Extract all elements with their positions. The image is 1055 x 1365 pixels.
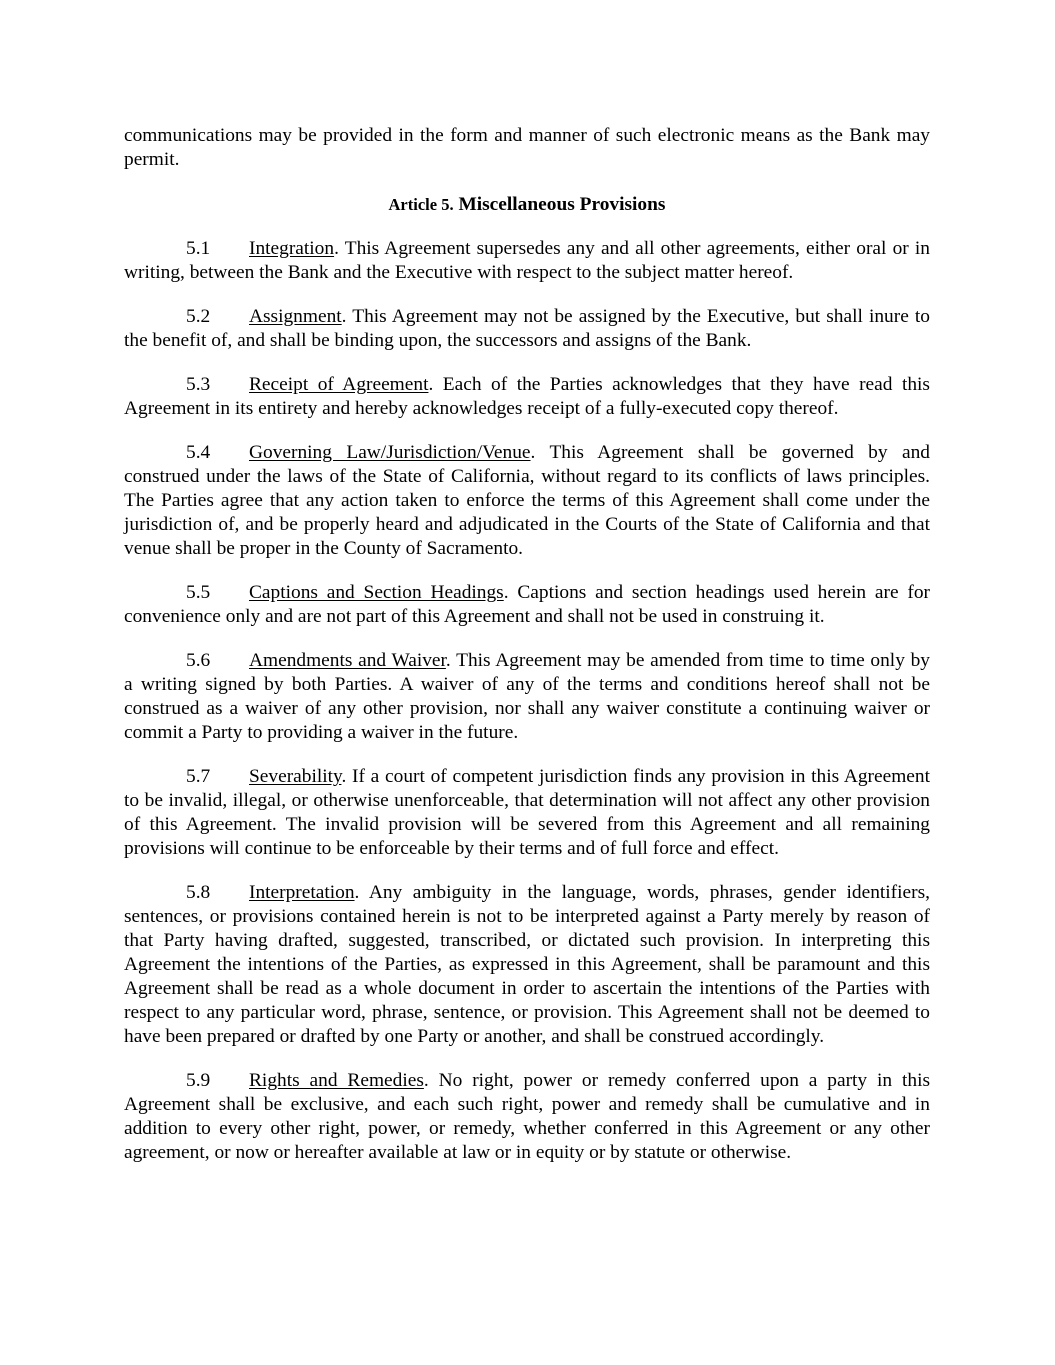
- section-number: 5.2: [186, 305, 211, 327]
- section-title: Integration: [249, 237, 335, 259]
- section-text: . This Agreement shall be governed by and construed under the laws of the State of California, without regard to its conflicts of laws principles. The Parties agree that any action taken to enforce the terms of this Agreement shall come under the jurisdiction of, and be properly heard and adjudicated in the Courts of the State of California and that venue shall be proper in the County of Sacramento.: [124, 442, 930, 559]
- section-title: Amendments and Waiver: [249, 650, 446, 672]
- section-number: 5.9: [186, 1070, 211, 1092]
- section-text: . Each of the Parties acknowledges that they have read this Agreement in its entirety and hereby acknowledges receipt of a fully-executed copy thereof.: [124, 374, 930, 420]
- section-text: . This Agreement supersedes any and all other agreements, either oral or in writing, between the Bank and the Executive with respect to the subject matter hereof.: [124, 237, 930, 283]
- section-5-8: [124, 881, 930, 1048]
- section-text: . This Agreement may not be assigned by the Executive, but shall inure to the benefit of, and shall be binding upon, the successors and assigns of the Bank.: [124, 305, 930, 351]
- section-5-4: [124, 441, 930, 561]
- section-title: Assignment: [249, 305, 342, 327]
- section-5-1: [124, 237, 930, 285]
- section-5-9: [124, 1069, 930, 1165]
- section-5-6: [124, 649, 930, 745]
- section-text: . Any ambiguity in the language, words, phrases, gender identifiers, sentences, or provisions contained herein is not to be interpreted against a Party merely by reason of that Party having drafted, suggested, transcribed, or dictated such provision. In interpreting this Agreement the intentions of the Parties, as expressed in this Agreement, shall be paramount and this Agreement shall be read as a whole document in order to ascertain the intentions of the Parties with respect to any particular word, phrase, sentence, or provision. This Agreement shall not be deemed to have been prepared or drafted by one Party or another, and shall be construed accordingly.: [124, 882, 930, 1047]
- section-title: Governing Law/Jurisdiction/Venue: [249, 442, 531, 464]
- section-number: 5.6: [186, 650, 211, 672]
- section-title: Receipt of Agreement: [249, 374, 429, 396]
- document-page: [124, 124, 930, 1185]
- section-number: 5.7: [186, 766, 211, 788]
- article-heading: [124, 193, 930, 217]
- section-5-2: [124, 305, 930, 353]
- section-5-7: [124, 765, 930, 861]
- section-5-5: [124, 581, 930, 629]
- section-title: Severability: [249, 766, 342, 788]
- section-number: 5.5: [186, 582, 211, 604]
- section-title: Rights and Remedies: [249, 1070, 424, 1092]
- section-number: 5.8: [186, 882, 211, 904]
- article-label: Article 5.: [388, 194, 454, 214]
- section-text: . Captions and section headings used herein are for convenience only and are not part of this Agreement and shall not be used in construing it.: [124, 582, 930, 628]
- section-number: 5.1: [186, 237, 211, 259]
- section-text: . This Agreement may be amended from time to time only by a writing signed by both Parties. A waiver of any of the terms and conditions hereof shall not be construed as a waiver of any other provision, nor shall any waiver constitute a continuing waiver or commit a Party to providing a waiver in the future.: [124, 650, 930, 744]
- section-number: 5.3: [186, 374, 211, 396]
- article-title: Miscellaneous Provisions: [458, 193, 666, 215]
- section-number: 5.4: [186, 442, 211, 464]
- section-title: Interpretation: [249, 882, 355, 904]
- section-5-3: [124, 373, 930, 421]
- section-title: Captions and Section Headings: [249, 582, 504, 604]
- section-text: . If a court of competent jurisdiction finds any provision in this Agreement to be invalid, illegal, or otherwise unenforceable, that determination will not affect any other provision of this Agreement. The invalid provision will be severed from this Agreement and all remaining provisions will continue to be enforceable by their terms and of full force and effect.: [124, 766, 930, 860]
- intro-paragraph: communications may be provided in the form and manner of such electronic means as the Bank may permit.: [124, 125, 930, 170]
- section-text: . No right, power or remedy conferred upon a party in this Agreement shall be exclusive, and each such right, power and remedy shall be cumulative and in addition to every other right, power, or remedy, whether conferred in this Agreement or any other agreement, or now or hereafter available at law or in equity or by statute or otherwise.: [124, 1070, 931, 1163]
